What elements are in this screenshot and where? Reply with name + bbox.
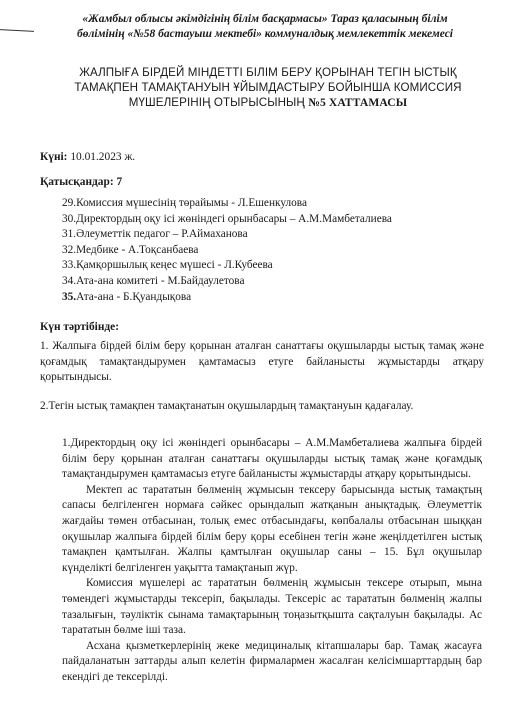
protocol-title xyxy=(38,65,498,110)
member-list xyxy=(62,196,482,305)
agenda-item-1: 1. Жалпыға бірдей білім беру қорынан аталған санаттағы оқушыларды ыстық тамақ және қоғамдық тамақтандырумен қамтамасыз етуге байланысты жұмыстарды атқару қорытындысы. xyxy=(40,340,484,384)
header-line-1: «Жамбыл облысы әкімдігінің білім басқармасы» Тараз қаласының білім xyxy=(82,13,448,25)
member-item: 35.Ата-ана - Б.Қуандықова xyxy=(62,290,192,303)
member-item: 29.Комиссия мүшесінің төрайымы - Л.Ешенкулова xyxy=(62,197,307,209)
participants-label: Қатысқандар: 7 xyxy=(40,176,123,188)
date-line xyxy=(40,150,135,164)
body-paragraph-1: 1.Директордың оқу ісі жөніндегі орынбасары – А.М.Мамбеталиева жалпыға бірдей білім беру қорынан аталған санаттағы оқушыларды ыстық тамақ және қоғамдық тамақтандырумен қамтамасыз етуге байланысты жұмыстарды атқару қорытындысы. xyxy=(62,437,482,481)
body-paragraph-3: Комиссия мүшелері ас тарататын бөлменің жұмысын тексере отырып, мына төмендегі жұмыстарды тексеріп, бақылады. Тексеріс ас тарататын бөлменің жалпы тазалығын, тәуліктік сынама тамақтарының тоңазытқышта сақталуын бақылады. Ас тарататын бөлме іші таза. xyxy=(62,577,482,637)
agenda-item-2: 2.Тегін ыстық тамақпен тамақтанатын оқушылардың тамақтануын қадағалау. xyxy=(40,400,414,412)
date-label: Күні: xyxy=(40,151,68,163)
corner-pen-mark xyxy=(0,29,34,32)
title-line-3: МҮШЕЛЕРІНІҢ ОТЫРЫСЫНЫҢ №5 ХАТТАМАСЫ xyxy=(128,96,408,109)
member-item: 32.Медбике - А.Тоқсанбаева xyxy=(62,243,199,256)
member-item: 30.Директордың оқу ісі жөніндегі орынбасары – А.М.Мамбеталиева xyxy=(62,212,392,225)
institution-header xyxy=(40,12,490,42)
date-value: 10.01.2023 ж. xyxy=(67,151,136,163)
title-line-2: ТАМАҚПЕН ТАМАҚТАНУЫН ҰЙЫМДАСТЫРУ БОЙЫНША КОМИССИЯ xyxy=(74,81,462,94)
member-item: 33.Қамқоршылық кеңес мүшесі - Л.Кубеева xyxy=(62,259,273,272)
title-line-1: ЖАЛПЫҒА БІРДЕЙ МІНДЕТТІ БІЛІМ БЕРУ ҚОРЫНАН ТЕГІН ЫСТЫҚ xyxy=(79,66,457,79)
member-item: 31.Әлеуметтік педагог – Р.Аймаханова xyxy=(62,228,248,241)
header-line-2: бөлімінің «№58 бастауыш мектебі» коммуналдық мемлекеттік мекемесі xyxy=(77,28,453,40)
protocol-number: №5 ХАТТАМАСЫ xyxy=(308,96,408,109)
member-item: 34.Ата-ана комитеті - М.Байдаулетова xyxy=(62,274,245,287)
body-paragraph-4: Асхана қызметкерлерінің жеке медициналық кітапшалары бар. Тамақ жасауға пайдаланатын заттарды алып келетін фирмалармен жасалған келісімшарттардың бар екендігі де тексерілді. xyxy=(62,639,482,683)
report-body xyxy=(62,436,482,686)
body-paragraph-2: Мектеп ас тарататын бөлменің жұмысын тексеру барысында ыстық тамақтың сапасы белгіленген нормаға сәйкес орындалып жатқанын анықтадық. Әлеуметтік жағдайы төмен отбасынан, толық емес отбасындағы, көпбалалы отбасынан шыққан оқушылар жалпыға бірдей білім беру қоры есебінен тегін және жеңілдетілген ыстық тамақпен қамтылған. Жалпы қамтылған оқушылар саны – 15. Бұл оқушылар күнделікті белгіленген уақытта тамақтанып жүр. xyxy=(62,483,482,574)
agenda-label: Күн тәртібінде: xyxy=(40,321,119,333)
